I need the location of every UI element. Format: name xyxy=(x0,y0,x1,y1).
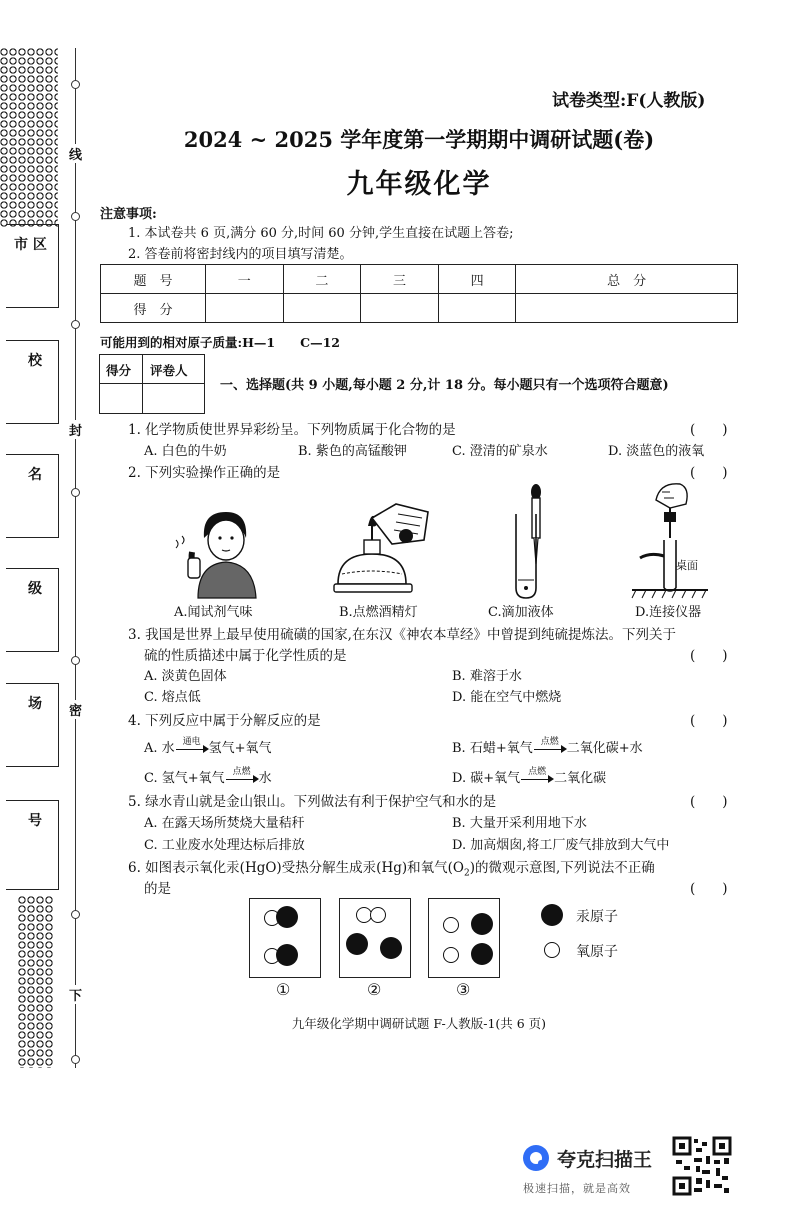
legend-mercury-label: 汞原子 xyxy=(576,909,618,925)
q2-caption-d[interactable]: D.连接仪器 xyxy=(635,605,702,620)
q4-b-reactants: B. 石蜡+氧气 xyxy=(452,741,533,756)
field-label-grade: 级 xyxy=(28,581,42,597)
score-head-2: 二 xyxy=(283,265,361,294)
q3-option-c[interactable]: C. 熔点低 xyxy=(144,690,201,705)
q3-answer-blank[interactable]: ( ) xyxy=(690,648,728,664)
q2-answer-blank[interactable]: ( ) xyxy=(690,465,728,481)
q4-option-d[interactable] xyxy=(452,767,606,786)
subject-title: 九年级化学 xyxy=(346,169,492,200)
q4-b-condition: 点燃 xyxy=(540,736,559,747)
page-footer: 九年级化学期中调研试题 F-人教版-1(共 6 页) xyxy=(291,1016,547,1031)
q3-option-d[interactable]: D. 能在空气中燃烧 xyxy=(452,690,562,705)
q4-c-products: 水 xyxy=(258,771,272,786)
q5-option-c[interactable]: C. 工业废水处理达标后排放 xyxy=(144,838,305,853)
score-head-3: 三 xyxy=(361,265,439,294)
q5-stem: 5. 绿水青山就是金山银山。下列做法有利于保护空气和水的是 xyxy=(128,794,497,810)
score-cell[interactable] xyxy=(283,294,361,323)
q1-option-b[interactable]: B. 紫色的高锰酸钾 xyxy=(298,444,407,459)
q4-option-a[interactable] xyxy=(144,737,272,756)
score-table xyxy=(100,264,738,323)
seal-char-feng: 封 xyxy=(69,420,82,439)
q6-panel-1 xyxy=(249,898,321,978)
q1-option-a[interactable]: A. 白色的牛奶 xyxy=(144,444,227,459)
seal-ring xyxy=(71,320,80,329)
q2-figure-c xyxy=(508,484,556,600)
note-1: 1. 本试卷共 6 页,满分 60 分,时间 60 分钟,学生直接在试题上答卷; xyxy=(128,226,514,241)
seal-char-mi: 密 xyxy=(69,700,82,719)
q1-option-c[interactable]: C. 澄清的矿泉水 xyxy=(452,444,548,459)
q4-d-condition: 点燃 xyxy=(528,766,547,777)
seal-ring xyxy=(71,80,80,89)
field-label-seat: 号 xyxy=(28,813,42,829)
q6-panel-label-2: ② xyxy=(367,980,382,999)
reaction-arrow-icon xyxy=(533,736,567,755)
q2-caption-b[interactable]: B.点燃酒精灯 xyxy=(339,605,418,620)
field-label-city: 市 区 xyxy=(14,237,47,253)
oxygen-atom xyxy=(370,907,386,923)
score-head-total: 总 分 xyxy=(516,265,738,294)
q4-option-c[interactable] xyxy=(144,767,272,786)
grader-score-label: 得分 xyxy=(106,363,132,378)
score-cell[interactable] xyxy=(361,294,439,323)
q3-stem-line1: 3. 我国是世界上最早使用硫磺的国家,在东汉《神农本草经》中曾提到纯硫提炼法。下列关于 xyxy=(128,627,676,643)
note-2: 2. 答卷前将密封线内的项目填写清楚。 xyxy=(128,247,353,262)
mercury-atom xyxy=(346,933,368,955)
q2-caption-a[interactable]: A.闻试剂气味 xyxy=(174,605,253,620)
q4-c-condition: 点燃 xyxy=(232,766,251,777)
reaction-arrow-icon xyxy=(175,736,209,755)
oxygen-atom xyxy=(443,917,459,933)
atomic-mass: 可能用到的相对原子质量:H—1 C—12 xyxy=(100,335,340,350)
oxygen-atom xyxy=(443,947,459,963)
score-cell[interactable] xyxy=(438,294,516,323)
dot-pattern-bottom xyxy=(18,896,54,1068)
legend-oxygen-label: 氧原子 xyxy=(576,944,618,960)
q4-d-products: 二氧化碳 xyxy=(554,771,607,786)
q1-option-d[interactable]: D. 淡蓝色的液氧 xyxy=(608,444,705,459)
q4-b-products: 二氧化碳+水 xyxy=(566,741,643,756)
score-head-1: 一 xyxy=(206,265,284,294)
q4-answer-blank[interactable]: ( ) xyxy=(690,713,728,729)
field-label-school: 校 xyxy=(28,353,42,369)
paper-type: 试卷类型:F(人教版) xyxy=(552,91,706,111)
score-head-label: 题 号 xyxy=(101,265,206,294)
mercury-atom xyxy=(380,937,402,959)
q5-option-a[interactable]: A. 在露天场所焚烧大量秸秆 xyxy=(144,816,305,831)
q4-c-reactants: C. 氢气+氧气 xyxy=(144,771,225,786)
q2-figure-a xyxy=(168,504,268,600)
q2-stem: 2. 下列实验操作正确的是 xyxy=(128,465,281,481)
field-label-name: 名 xyxy=(28,467,42,483)
q3-stem-line2: 硫的性质描述中属于化学性质的是 xyxy=(144,648,347,664)
notes-heading: 注意事项: xyxy=(100,207,157,222)
q6-panel-3 xyxy=(428,898,500,978)
legend-mercury-icon xyxy=(541,904,563,926)
scanner-logo-icon xyxy=(521,1143,551,1173)
q4-option-b[interactable] xyxy=(452,737,643,756)
mercury-atom xyxy=(276,906,298,928)
main-title: 2024 ~ 2025 学年度第一学期期中调研试题(卷) xyxy=(183,127,655,152)
legend-oxygen-icon xyxy=(544,942,560,958)
score-cell[interactable] xyxy=(516,294,738,323)
seal-ring xyxy=(71,656,80,665)
q6-answer-blank[interactable]: ( ) xyxy=(690,881,728,897)
reaction-arrow-icon xyxy=(520,766,554,785)
mercury-atom xyxy=(276,944,298,966)
q5-option-b[interactable]: B. 大量开采利用地下水 xyxy=(452,816,587,831)
scanner-brand: 夸克扫描王 xyxy=(557,1149,653,1171)
section1-title: 一、选择题(共 9 小题,每小题 2 分,计 18 分。每小题只有一个选项符合题意) xyxy=(220,378,669,393)
field-label-room: 场 xyxy=(28,696,42,712)
mercury-atom xyxy=(471,913,493,935)
qr-code-icon xyxy=(672,1136,732,1196)
q1-answer-blank[interactable]: ( ) xyxy=(690,422,728,438)
q6-panel-label-1: ① xyxy=(276,980,291,999)
q2-caption-c[interactable]: C.滴加液体 xyxy=(488,605,554,620)
q6-stem-line2: 的是 xyxy=(144,881,171,897)
grader-name-label: 评卷人 xyxy=(150,363,188,378)
q3-option-a[interactable]: A. 淡黄色固体 xyxy=(144,669,227,684)
q4-stem: 4. 下列反应中属于分解反应的是 xyxy=(128,713,321,729)
q6-stem-line1: 6. 如图表示氧化汞(HgO)受热分解生成汞(Hg)和氧气$(O_2)$的微观示意图,下列说法不正确 xyxy=(128,860,655,879)
q5-answer-blank[interactable]: ( ) xyxy=(690,794,728,810)
q6-panel-2 xyxy=(339,898,411,978)
dot-pattern-top xyxy=(0,48,58,228)
q2-desk-label: 桌面 xyxy=(676,559,698,572)
mercury-atom xyxy=(471,943,493,965)
q3-option-b[interactable]: B. 难溶于水 xyxy=(452,669,522,684)
score-row-label: 得 分 xyxy=(101,294,206,323)
q2-figure-b xyxy=(332,500,432,600)
score-cell[interactable] xyxy=(206,294,284,323)
q1-stem: 1. 化学物质使世界异彩纷呈。下列物质属于化合物的是 xyxy=(128,422,456,438)
q6-panel-label-3: ③ xyxy=(456,980,471,999)
q2-figure-d xyxy=(630,478,710,602)
score-head-4: 四 xyxy=(438,265,516,294)
seal-ring xyxy=(71,1055,80,1064)
seal-ring xyxy=(71,910,80,919)
seal-ring xyxy=(71,488,80,497)
seal-ring xyxy=(71,212,80,221)
grader-box xyxy=(99,354,205,414)
seal-char-xian: 线 xyxy=(69,144,82,163)
q5-option-d[interactable]: D. 加高烟囱,将工厂废气排放到大气中 xyxy=(452,838,670,853)
q4-a-products: 氢气+氧气 xyxy=(208,741,272,756)
q4-a-condition: 通电 xyxy=(182,736,201,747)
q4-a-reactants: A. 水 xyxy=(144,741,175,756)
q4-d-reactants: D. 碳+氧气 xyxy=(452,771,521,786)
seal-char-xia: 下 xyxy=(69,985,82,1004)
scanner-slogan: 极速扫描，就是高效 xyxy=(523,1182,631,1195)
reaction-arrow-icon xyxy=(225,766,259,785)
